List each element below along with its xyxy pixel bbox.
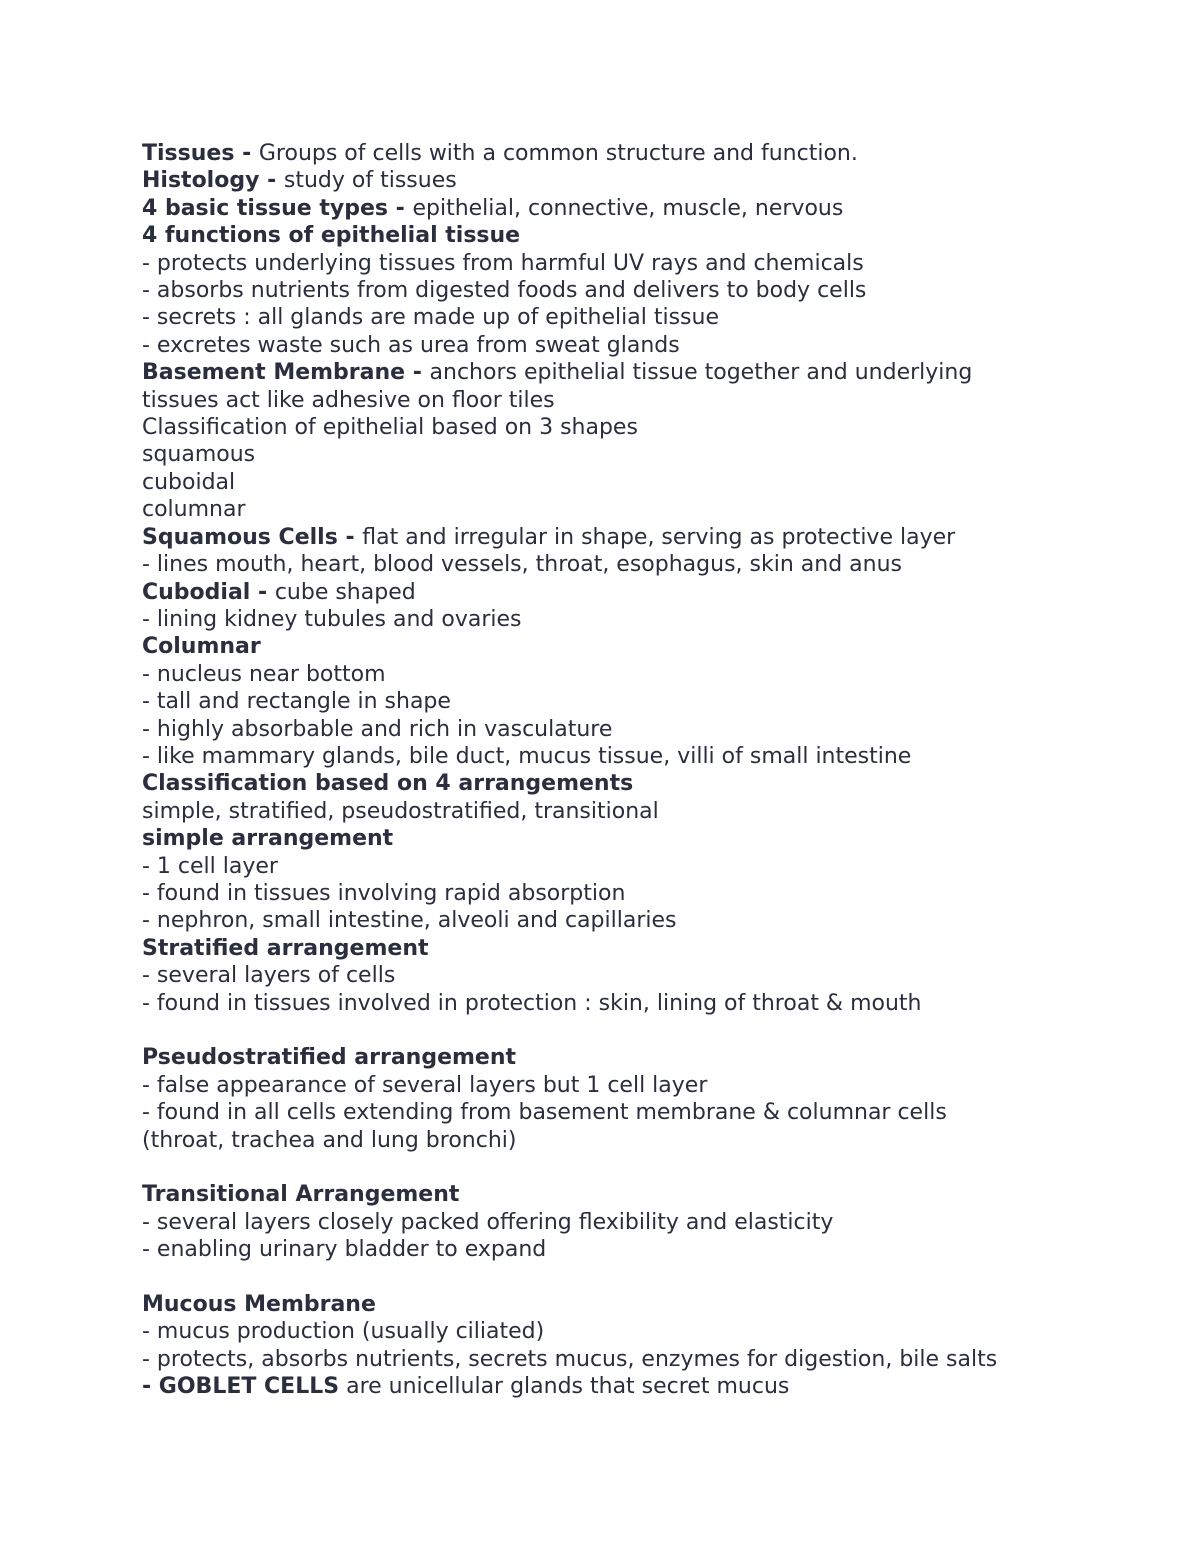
- heading-pseudostratified-arrangement: Pseudostratified arrangement: [142, 1045, 517, 1071]
- term-squamous-cells: Squamous Cells: [142, 524, 338, 550]
- term-separator: -: [250, 579, 275, 605]
- term-basement-membrane: Basement Membrane: [142, 360, 406, 386]
- term-separator: -: [388, 195, 413, 221]
- text-line: Classification of epithelial based on 3 shapes: [142, 415, 638, 441]
- heading-epithelial-functions: 4 functions of epithelial tissue: [142, 223, 521, 249]
- heading-stratified-arrangement: Stratified arrangement: [142, 935, 429, 961]
- definition-tissues: [142, 140, 1142, 167]
- definition-cubodial: [142, 579, 1142, 606]
- bullet-line: - secrets : all glands are made up of epithelial tissue: [142, 305, 719, 331]
- term-separator: -: [234, 141, 259, 166]
- bullet-line: - found in tissues involving rapid absorption: [142, 880, 626, 906]
- definition-histology: [142, 167, 1142, 194]
- text-line: simple, stratified, pseudostratified, transitional: [142, 798, 659, 824]
- bullet-line: - tall and rectangle in shape: [142, 689, 451, 715]
- text-line: columnar: [142, 497, 246, 523]
- term-separator: -: [259, 168, 284, 194]
- bullet-line: - nucleus near bottom: [142, 661, 386, 687]
- term-tissues: Tissues: [142, 141, 235, 166]
- bullet-line: - lining kidney tubules and ovaries: [142, 606, 522, 632]
- definition-text: anchors epithelial tissue together and underlying: [429, 360, 973, 386]
- goblet-cells-line: [142, 1373, 1142, 1400]
- bullet-line: - found in all cells extending from basement membrane & columnar cells: [142, 1100, 947, 1126]
- bullet-line: - highly absorbable and rich in vasculature: [142, 716, 613, 742]
- heading-simple-arrangement: simple arrangement: [142, 826, 394, 852]
- definition-text: study of tissues: [283, 168, 457, 194]
- bullet-line: - mucus production (usually ciliated): [142, 1319, 545, 1345]
- definition-tissue-types: [142, 195, 1142, 222]
- term-histology: Histology: [142, 168, 260, 194]
- bullet-dash: -: [142, 1374, 159, 1400]
- bullet-line: - protects, absorbs nutrients, secrets mucus, enzymes for digestion, bile salts: [142, 1346, 998, 1372]
- bullet-line: - 1 cell layer: [142, 853, 278, 879]
- bullet-line: - protects underlying tissues from harmful UV rays and chemicals: [142, 250, 864, 276]
- bullet-line: - lines mouth, heart, blood vessels, throat, esophagus, skin and anus: [142, 552, 902, 578]
- blank-line: [142, 1264, 1142, 1291]
- blank-line: [142, 1017, 1142, 1044]
- document-page: [142, 140, 1142, 1401]
- bullet-line: - excretes waste such as urea from sweat glands: [142, 332, 680, 358]
- heading-transitional-arrangement: Transitional Arrangement: [142, 1182, 460, 1208]
- bullet-line: - enabling urinary bladder to expand: [142, 1237, 547, 1263]
- term-tissue-types: 4 basic tissue types: [142, 195, 389, 221]
- bullet-line: - false appearance of several layers but 1 cell layer: [142, 1072, 708, 1098]
- bullet-line: - absorbs nutrients from digested foods and delivers to body cells: [142, 278, 867, 304]
- term-separator: -: [337, 524, 363, 550]
- text-line: tissues act like adhesive on floor tiles: [142, 387, 555, 413]
- term-cubodial: Cubodial: [142, 579, 251, 605]
- bullet-line: - found in tissues involved in protection : skin, lining of throat & mouth: [142, 990, 922, 1016]
- bullet-line: - like mammary glands, bile duct, mucus tissue, villi of small intestine: [142, 743, 912, 769]
- heading-arrangements: Classification based on 4 arrangements: [142, 771, 634, 797]
- text-line: cuboidal: [142, 469, 236, 495]
- definition-text: cube shaped: [274, 579, 416, 605]
- definition-basement-membrane: [142, 359, 1142, 386]
- text-line: squamous: [142, 442, 256, 468]
- definition-text: epithelial, connective, muscle, nervous: [412, 195, 844, 221]
- bullet-line: - several layers closely packed offering flexibility and elasticity: [142, 1209, 834, 1235]
- heading-mucous-membrane: Mucous Membrane: [142, 1292, 376, 1318]
- term-goblet-cells: GOBLET CELLS: [158, 1374, 340, 1400]
- bullet-line: - nephron, small intestine, alveoli and capillaries: [142, 908, 677, 934]
- definition-text: Groups of cells with a common structure and function.: [258, 141, 858, 166]
- bullet-line: - several layers of cells: [142, 963, 396, 989]
- definition-text: are unicellular glands that secret mucus: [339, 1374, 790, 1400]
- heading-columnar: Columnar: [142, 634, 261, 660]
- definition-text: flat and irregular in shape, serving as protective layer: [362, 524, 956, 550]
- blank-line: [142, 1154, 1142, 1181]
- term-separator: -: [405, 360, 430, 386]
- definition-squamous-cells: [142, 524, 1142, 551]
- text-line: (throat, trachea and lung bronchi): [142, 1127, 517, 1153]
